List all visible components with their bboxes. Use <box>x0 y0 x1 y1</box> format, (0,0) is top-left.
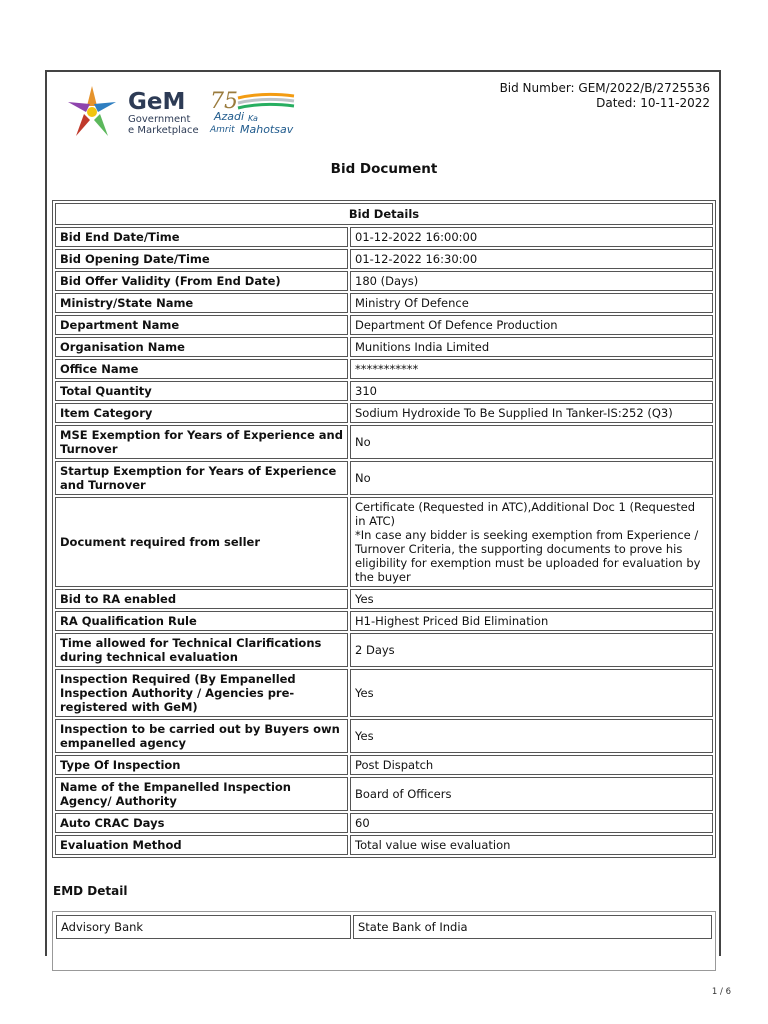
row-value-main: Certificate (Requested in ATC),Additional Doc 1 (Requested in ATC) <box>355 500 696 528</box>
row-value: 60 <box>350 813 713 833</box>
table-row <box>55 813 713 833</box>
row-value: Yes <box>350 589 713 609</box>
svg-text:75: 75 <box>210 89 238 114</box>
bid-date: Dated: 10-11-2022 <box>596 96 710 110</box>
document-title: Bid Document <box>330 161 438 177</box>
row-label: Bid Opening Date/Time <box>55 249 348 269</box>
row-label: MSE Exemption for Years of Experience and Turnover <box>55 425 348 459</box>
table-row <box>55 719 713 753</box>
table-row <box>55 633 713 667</box>
row-value: Department Of Defence Production <box>350 315 713 335</box>
row-value: 180 (Days) <box>350 271 713 291</box>
svg-text:Azadi: Azadi <box>214 110 245 123</box>
bid-number: Bid Number: GEM/2022/B/2725536 <box>499 81 710 95</box>
row-value: No <box>350 425 713 459</box>
svg-text:Government: Government <box>128 114 191 125</box>
row-value: Post Dispatch <box>350 755 713 775</box>
row-label: Document required from seller <box>55 497 348 587</box>
bid-meta <box>500 81 710 111</box>
table-row <box>55 227 713 247</box>
table-row <box>55 249 713 269</box>
row-label: Bid End Date/Time <box>55 227 348 247</box>
svg-text:Amrit: Amrit <box>210 125 235 135</box>
table-row <box>55 835 713 855</box>
row-label: Inspection to be carried out by Buyers own empanelled agency <box>55 719 348 753</box>
row-value: 01-12-2022 16:30:00 <box>350 249 713 269</box>
row-label: Bid to RA enabled <box>55 589 348 609</box>
row-label: Evaluation Method <box>55 835 348 855</box>
emd-detail-heading: EMD Detail <box>53 884 128 898</box>
table-row <box>55 497 713 587</box>
table-row <box>55 777 713 811</box>
row-value: No <box>350 461 713 495</box>
table-row <box>55 403 713 423</box>
row-value <box>350 497 713 587</box>
row-label: Time allowed for Technical Clarifications during technical evaluation <box>55 633 348 667</box>
table-row <box>55 425 713 459</box>
row-value: Total value wise evaluation <box>350 835 713 855</box>
row-value: 2 Days <box>350 633 713 667</box>
table-row <box>55 359 713 379</box>
table-row <box>55 755 713 775</box>
row-label: Startup Exemption for Years of Experience and Turnover <box>55 461 348 495</box>
page-number: 1 / 6 <box>711 987 731 997</box>
row-label: Item Category <box>55 403 348 423</box>
table-row <box>55 271 713 291</box>
row-label: Organisation Name <box>55 337 348 357</box>
row-label: RA Qualification Rule <box>55 611 348 631</box>
table-row <box>55 381 713 401</box>
row-label: Bid Offer Validity (From End Date) <box>55 271 348 291</box>
bid-details-table <box>52 200 716 858</box>
svg-text:e Marketplace: e Marketplace <box>128 125 199 136</box>
table-row <box>55 315 713 335</box>
svg-text:GeM: GeM <box>128 89 186 115</box>
row-value: Yes <box>350 669 713 717</box>
emd-detail-table <box>54 913 714 941</box>
row-label: Inspection Required (By Empanelled Inspection Authority / Agencies pre-registered with GeM) <box>55 669 348 717</box>
table-row <box>56 915 712 939</box>
table-row <box>55 461 713 495</box>
table-row <box>55 337 713 357</box>
row-value: *********** <box>350 359 713 379</box>
row-value: 310 <box>350 381 713 401</box>
row-value: Ministry Of Defence <box>350 293 713 313</box>
row-label: Department Name <box>55 315 348 335</box>
gem-logo-icon <box>64 82 204 142</box>
table-row <box>55 669 713 717</box>
svg-text:Ka: Ka <box>248 114 258 123</box>
row-label: Type Of Inspection <box>55 755 348 775</box>
row-label: Total Quantity <box>55 381 348 401</box>
row-value: 01-12-2022 16:00:00 <box>350 227 713 247</box>
row-label: Ministry/State Name <box>55 293 348 313</box>
row-value: Munitions India Limited <box>350 337 713 357</box>
row-label: Office Name <box>55 359 348 379</box>
table-row <box>55 293 713 313</box>
row-value-note: *In case any bidder is seeking exemption from Experience / Turnover Criteria, the supporting documents to prove his eligibility for exemption must be uploaded for evaluation by the buyer <box>355 528 701 584</box>
row-label: Auto CRAC Days <box>55 813 348 833</box>
table-row <box>55 589 713 609</box>
row-label: Name of the Empanelled Inspection Agency/ Authority <box>55 777 348 811</box>
row-value: Board of Officers <box>350 777 713 811</box>
row-value: Sodium Hydroxide To Be Supplied In Tanker-IS:252 (Q3) <box>350 403 713 423</box>
row-value: H1-Highest Priced Bid Elimination <box>350 611 713 631</box>
row-value: State Bank of India <box>353 915 712 939</box>
svg-text:Mahotsav: Mahotsav <box>240 123 294 136</box>
azadi-ka-amrit-mahotsav-logo-icon <box>208 88 300 136</box>
table-row <box>55 611 713 631</box>
row-value: Yes <box>350 719 713 753</box>
bid-details-heading: Bid Details <box>55 203 713 225</box>
row-label: Advisory Bank <box>56 915 351 939</box>
